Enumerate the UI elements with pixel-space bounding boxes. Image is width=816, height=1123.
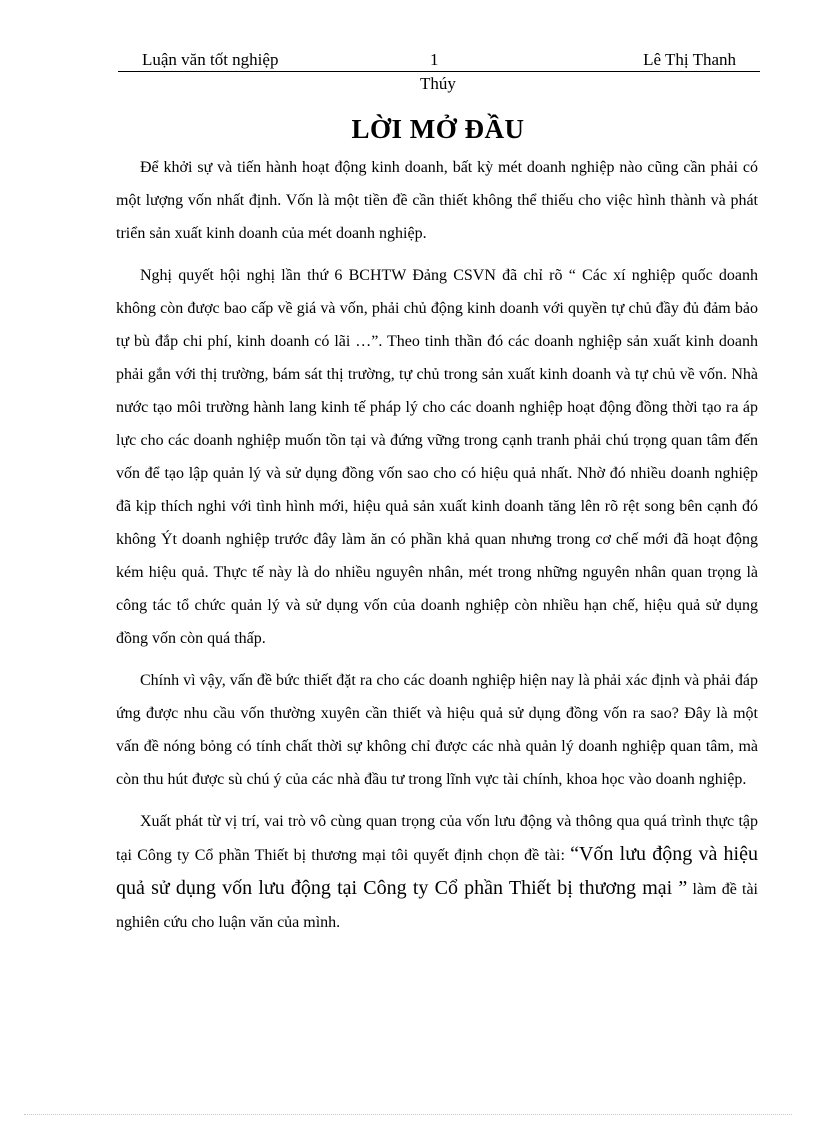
- paragraph-4-outro: làm đề tài nghiên cứu cho luận văn của mình.: [116, 881, 758, 931]
- paragraph-3: Chính vì vậy, vấn đề bức thiết đặt ra cho các doanh nghiệp hiện nay là phải xác định và phải đáp ứng được nhu cầu vốn thường xuyên cần thiết và hiệu quả sử dụng đồng vốn ra sao? Đây là một vấn đề nóng bỏng có tính chất thời sự không chỉ được các nhà quản lý doanh nghiệp quan tâm, mà còn thu hút được sù chú ý của các nhà đầu tư trong lĩnh vực tài chính, khoa học vào doanh nghiệp.: [116, 672, 758, 788]
- document-body: [116, 151, 758, 948]
- paragraph-4: [116, 805, 758, 939]
- header-author-name: Lê Thị Thanh: [643, 50, 736, 69]
- thesis-topic-quote: “Vốn lưu động và hiệu quả sử dụng vốn lưu động tại Công ty Cổ phần Thiết bị thương mại ”: [116, 843, 758, 899]
- page-title: LỜI MỞ ĐẦU: [351, 114, 525, 144]
- paragraph-2: Nghị quyết hội nghị lần thứ 6 BCHTW Đảng CSVN đã chỉ rõ “ Các xí nghiệp quốc doanh không còn được bao cấp về giá và vốn, phải chủ động kinh doanh với quyền tự chủ đầy đủ đảm bảo tự bù đắp chi phí, kinh doanh có lãi …”. Theo tinh thần đó các doanh nghiệp sản xuất kinh doanh phải gắn với thị trường, bám sát thị trường, tự chủ trong sản xuất kinh doanh và tự chủ về vốn. Nhà nước tạo môi trường hành lang kinh tế pháp lý cho các doanh nghiệp hoạt động đồng thời tạo ra áp lực cho các doanh nghiệp muốn tồn tại và đứng vững trong cạnh tranh phải chú trọng quan tâm đến vốn để tạo lập quản lý và sử dụng đồng vốn sao cho có hiệu quả nhất. Nhờ đó nhiều doanh nghiệp đã kịp thích nghi với tình hình mới, hiệu quả sản xuất kinh doanh tăng lên rõ rệt song bên cạnh đó không Ýt doanh nghiệp trước đây làm ăn có phần khả quan nhưng trong cơ chế mới đã hoạt động kém hiệu quả. Thực tế này là do nhiều nguyên nhân, mét trong những nguyên nhân quan trọng là công tác tổ chức quản lý và sử dụng vốn của doanh nghiệp còn nhiều hạn chế, hiệu quả sử dụng đồng vốn còn quá thấp.: [116, 267, 758, 647]
- paragraph-1: Để khởi sự và tiến hành hoạt động kinh doanh, bất kỳ mét doanh nghiệp nào cũng cần phải có một lượng vốn nhất định. Vốn là một tiền đề cần thiết không thể thiếu cho việc hình thành và phát triển sản xuất kinh doanh của mét doanh nghiệp.: [116, 159, 758, 242]
- page-bottom-divider: [24, 1114, 792, 1115]
- page-header: [118, 49, 760, 72]
- header-page-number: 1: [430, 50, 439, 69]
- header-author-continuation: Thúy: [420, 74, 456, 93]
- header-thesis-label: Luận văn tốt nghiệp: [142, 50, 279, 69]
- paragraph-4-intro: Xuất phát từ vị trí, vai trò vô cùng quan trọng của vốn lưu động và thông qua quá trình thực tập tại Công ty Cổ phần Thiết bị thương mại tôi quyết định chọn đề tài:: [116, 813, 758, 864]
